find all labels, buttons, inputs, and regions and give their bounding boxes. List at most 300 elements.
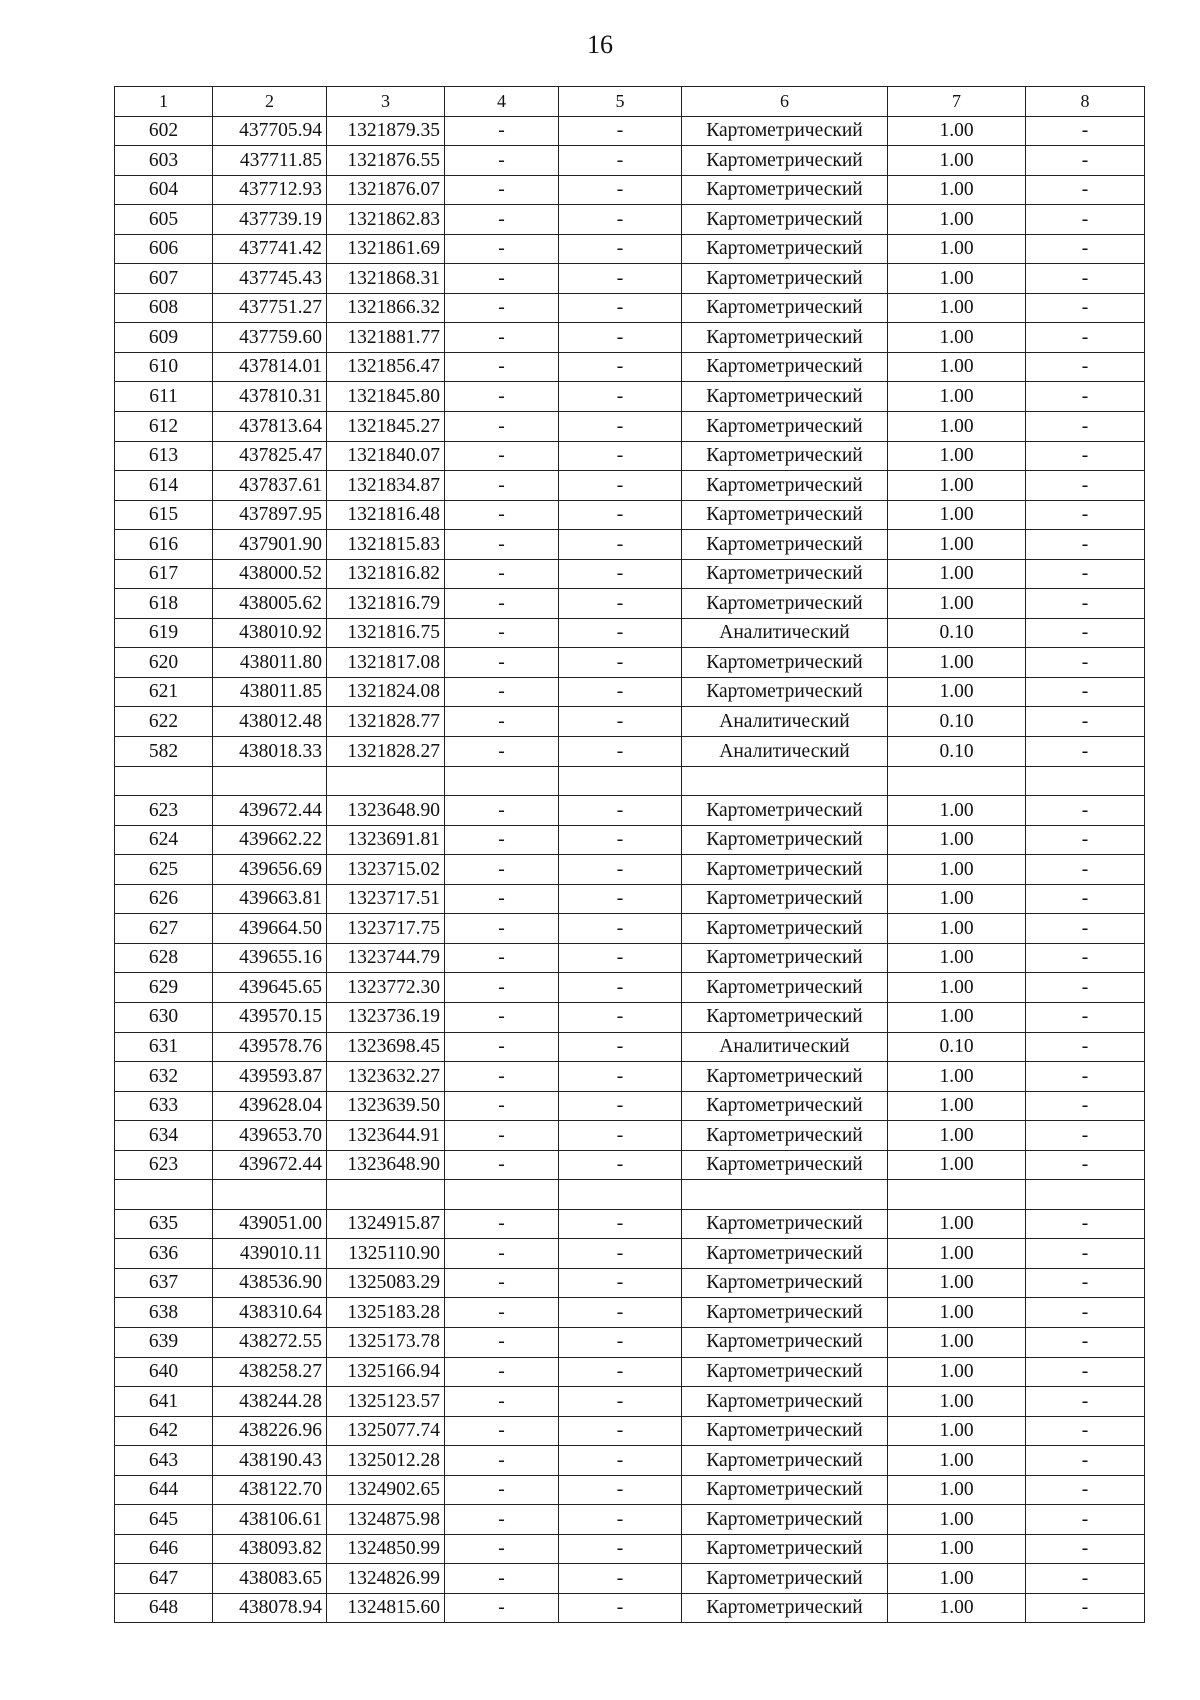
y-coordinate-cell: 1321816.79 — [327, 589, 445, 619]
point-number-cell: 635 — [115, 1209, 213, 1239]
column-5-cell: - — [559, 737, 682, 767]
y-coordinate-cell: 1321866.32 — [327, 293, 445, 323]
column-5-cell: - — [559, 234, 682, 264]
y-coordinate-cell: 1321824.08 — [327, 677, 445, 707]
column-8-cell: - — [1026, 1209, 1145, 1239]
method-cell: Картометрический — [682, 1475, 888, 1505]
point-number-cell: 625 — [115, 855, 213, 885]
point-number-cell: 620 — [115, 648, 213, 678]
table-row — [115, 1239, 1145, 1269]
point-number-cell: 640 — [115, 1357, 213, 1387]
column-4-cell: - — [445, 618, 559, 648]
column-8-cell: - — [1026, 884, 1145, 914]
table-row — [115, 1564, 1145, 1594]
column-8-cell: - — [1026, 796, 1145, 826]
y-coordinate-cell: 1321845.80 — [327, 382, 445, 412]
y-coordinate-cell: 1323648.90 — [327, 796, 445, 826]
table-row — [115, 559, 1145, 589]
column-4-cell: - — [445, 559, 559, 589]
column-5-cell: - — [559, 382, 682, 412]
column-8-cell: - — [1026, 1298, 1145, 1328]
y-coordinate-cell: 1321828.27 — [327, 737, 445, 767]
x-coordinate-cell: 439051.00 — [213, 1209, 327, 1239]
accuracy-cell: 1.00 — [888, 500, 1026, 530]
column-5-cell: - — [559, 559, 682, 589]
point-number-cell: 606 — [115, 234, 213, 264]
x-coordinate-cell: 439656.69 — [213, 855, 327, 885]
x-coordinate-cell: 437901.90 — [213, 530, 327, 560]
accuracy-cell: 1.00 — [888, 1505, 1026, 1535]
column-8-cell: - — [1026, 1357, 1145, 1387]
column-4-cell: - — [445, 1505, 559, 1535]
point-number-cell: 629 — [115, 973, 213, 1003]
x-coordinate-cell: 437897.95 — [213, 500, 327, 530]
point-number-cell: 647 — [115, 1564, 213, 1594]
x-coordinate-cell: 439578.76 — [213, 1032, 327, 1062]
y-coordinate-cell: 1323648.90 — [327, 1150, 445, 1180]
y-coordinate-cell: 1321876.55 — [327, 146, 445, 176]
y-coordinate-cell: 1321881.77 — [327, 323, 445, 353]
column-5-cell: - — [559, 1593, 682, 1623]
accuracy-cell: 1.00 — [888, 796, 1026, 826]
column-5-cell — [559, 766, 682, 796]
x-coordinate-cell: 437837.61 — [213, 471, 327, 501]
accuracy-cell: 1.00 — [888, 855, 1026, 885]
table-row — [115, 1298, 1145, 1328]
method-cell: Картометрический — [682, 825, 888, 855]
column-5-cell: - — [559, 175, 682, 205]
y-coordinate-cell: 1324850.99 — [327, 1534, 445, 1564]
x-coordinate-cell: 439672.44 — [213, 796, 327, 826]
method-cell: Аналитический — [682, 707, 888, 737]
method-cell: Картометрический — [682, 382, 888, 412]
x-coordinate-cell: 439653.70 — [213, 1121, 327, 1151]
method-cell: Аналитический — [682, 737, 888, 767]
method-cell: Картометрический — [682, 1091, 888, 1121]
x-coordinate-cell: 438093.82 — [213, 1534, 327, 1564]
column-5-cell: - — [559, 677, 682, 707]
y-coordinate-cell — [327, 1180, 445, 1210]
column-4-cell — [445, 1180, 559, 1210]
accuracy-cell: 1.00 — [888, 146, 1026, 176]
column-4-cell: - — [445, 707, 559, 737]
point-number-cell: 639 — [115, 1327, 213, 1357]
method-cell: Картометрический — [682, 264, 888, 294]
point-number-cell — [115, 766, 213, 796]
method-cell: Картометрический — [682, 1150, 888, 1180]
point-number-cell — [115, 1180, 213, 1210]
column-8-cell: - — [1026, 500, 1145, 530]
method-cell: Картометрический — [682, 441, 888, 471]
y-coordinate-cell: 1325077.74 — [327, 1416, 445, 1446]
column-4-cell — [445, 766, 559, 796]
y-coordinate-cell: 1325110.90 — [327, 1239, 445, 1269]
x-coordinate-cell: 438005.62 — [213, 589, 327, 619]
column-5-cell: - — [559, 530, 682, 560]
column-8-cell: - — [1026, 855, 1145, 885]
table-row — [115, 1446, 1145, 1476]
x-coordinate-cell: 437813.64 — [213, 412, 327, 442]
column-5-cell: - — [559, 264, 682, 294]
y-coordinate-cell: 1323772.30 — [327, 973, 445, 1003]
accuracy-cell: 1.00 — [888, 1357, 1026, 1387]
column-5-cell: - — [559, 618, 682, 648]
coordinates-table — [114, 86, 1145, 1623]
column-8-cell: - — [1026, 146, 1145, 176]
column-5-cell: - — [559, 1505, 682, 1535]
column-8-cell: - — [1026, 471, 1145, 501]
accuracy-cell: 1.00 — [888, 234, 1026, 264]
column-5-cell: - — [559, 441, 682, 471]
column-8-cell: - — [1026, 1534, 1145, 1564]
x-coordinate-cell: 439655.16 — [213, 943, 327, 973]
point-number-cell: 641 — [115, 1387, 213, 1417]
y-coordinate-cell: 1323715.02 — [327, 855, 445, 885]
point-number-cell: 622 — [115, 707, 213, 737]
x-coordinate-cell: 437751.27 — [213, 293, 327, 323]
y-coordinate-cell: 1323717.75 — [327, 914, 445, 944]
y-coordinate-cell: 1324902.65 — [327, 1475, 445, 1505]
column-4-cell: - — [445, 943, 559, 973]
x-coordinate-cell: 439664.50 — [213, 914, 327, 944]
column-4-cell: - — [445, 1593, 559, 1623]
column-header-1: 1 — [115, 87, 213, 117]
column-5-cell: - — [559, 1239, 682, 1269]
x-coordinate-cell: 439010.11 — [213, 1239, 327, 1269]
point-number-cell: 603 — [115, 146, 213, 176]
method-cell: Картометрический — [682, 1062, 888, 1092]
column-4-cell: - — [445, 1002, 559, 1032]
point-number-cell: 636 — [115, 1239, 213, 1269]
point-number-cell: 616 — [115, 530, 213, 560]
method-cell: Картометрический — [682, 1268, 888, 1298]
column-4-cell: - — [445, 1357, 559, 1387]
column-5-cell: - — [559, 855, 682, 885]
column-8-cell: - — [1026, 1564, 1145, 1594]
method-cell: Картометрический — [682, 323, 888, 353]
table-row — [115, 205, 1145, 235]
y-coordinate-cell: 1321834.87 — [327, 471, 445, 501]
point-number-cell: 618 — [115, 589, 213, 619]
y-coordinate-cell: 1321868.31 — [327, 264, 445, 294]
accuracy-cell: 1.00 — [888, 1298, 1026, 1328]
accuracy-cell: 1.00 — [888, 1327, 1026, 1357]
table-row — [115, 323, 1145, 353]
column-header-4: 4 — [445, 87, 559, 117]
y-coordinate-cell: 1321845.27 — [327, 412, 445, 442]
column-header-8: 8 — [1026, 87, 1145, 117]
column-8-cell: - — [1026, 1416, 1145, 1446]
column-8-cell: - — [1026, 973, 1145, 1003]
accuracy-cell: 1.00 — [888, 1387, 1026, 1417]
x-coordinate-cell: 437825.47 — [213, 441, 327, 471]
method-cell: Картометрический — [682, 1505, 888, 1535]
y-coordinate-cell: 1325173.78 — [327, 1327, 445, 1357]
y-coordinate-cell: 1325183.28 — [327, 1298, 445, 1328]
table-row — [115, 648, 1145, 678]
column-8-cell: - — [1026, 707, 1145, 737]
column-8-cell: - — [1026, 116, 1145, 146]
y-coordinate-cell: 1323691.81 — [327, 825, 445, 855]
table-row — [115, 825, 1145, 855]
x-coordinate-cell: 439663.81 — [213, 884, 327, 914]
accuracy-cell: 1.00 — [888, 382, 1026, 412]
y-coordinate-cell: 1321862.83 — [327, 205, 445, 235]
column-8-cell: - — [1026, 1268, 1145, 1298]
column-5-cell: - — [559, 1121, 682, 1151]
point-number-cell: 608 — [115, 293, 213, 323]
point-number-cell: 623 — [115, 796, 213, 826]
column-5-cell: - — [559, 648, 682, 678]
point-number-cell: 612 — [115, 412, 213, 442]
point-number-cell: 648 — [115, 1593, 213, 1623]
x-coordinate-cell: 437705.94 — [213, 116, 327, 146]
y-coordinate-cell: 1321861.69 — [327, 234, 445, 264]
column-4-cell: - — [445, 1298, 559, 1328]
method-cell: Картометрический — [682, 1593, 888, 1623]
column-4-cell: - — [445, 471, 559, 501]
column-8-cell: - — [1026, 293, 1145, 323]
method-cell: Картометрический — [682, 914, 888, 944]
table-row — [115, 234, 1145, 264]
column-5-cell: - — [559, 205, 682, 235]
column-8-cell: - — [1026, 234, 1145, 264]
point-number-cell: 643 — [115, 1446, 213, 1476]
column-4-cell: - — [445, 973, 559, 1003]
table-row — [115, 618, 1145, 648]
point-number-cell: 614 — [115, 471, 213, 501]
column-5-cell: - — [559, 1416, 682, 1446]
accuracy-cell: 1.00 — [888, 825, 1026, 855]
y-coordinate-cell: 1321856.47 — [327, 352, 445, 382]
point-number-cell: 630 — [115, 1002, 213, 1032]
accuracy-cell: 1.00 — [888, 1209, 1026, 1239]
column-8-cell: - — [1026, 323, 1145, 353]
accuracy-cell: 1.00 — [888, 677, 1026, 707]
accuracy-cell: 1.00 — [888, 412, 1026, 442]
table-row — [115, 352, 1145, 382]
x-coordinate-cell: 437759.60 — [213, 323, 327, 353]
y-coordinate-cell: 1323736.19 — [327, 1002, 445, 1032]
column-4-cell: - — [445, 825, 559, 855]
accuracy-cell — [888, 1180, 1026, 1210]
column-4-cell: - — [445, 796, 559, 826]
method-cell: Картометрический — [682, 648, 888, 678]
table-row — [115, 1357, 1145, 1387]
table-row — [115, 737, 1145, 767]
y-coordinate-cell: 1321879.35 — [327, 116, 445, 146]
point-number-cell: 621 — [115, 677, 213, 707]
column-5-cell: - — [559, 352, 682, 382]
column-5-cell: - — [559, 589, 682, 619]
column-8-cell: - — [1026, 441, 1145, 471]
table-row — [115, 943, 1145, 973]
y-coordinate-cell: 1323644.91 — [327, 1121, 445, 1151]
column-4-cell: - — [445, 264, 559, 294]
table-row — [115, 500, 1145, 530]
table-row — [115, 1475, 1145, 1505]
table-row — [115, 1150, 1145, 1180]
column-8-cell: - — [1026, 1002, 1145, 1032]
column-header-2: 2 — [213, 87, 327, 117]
column-8-cell: - — [1026, 825, 1145, 855]
table-row — [115, 973, 1145, 1003]
x-coordinate-cell: 437814.01 — [213, 352, 327, 382]
column-8-cell: - — [1026, 914, 1145, 944]
column-4-cell: - — [445, 589, 559, 619]
accuracy-cell: 1.00 — [888, 116, 1026, 146]
table-row — [115, 175, 1145, 205]
x-coordinate-cell — [213, 1180, 327, 1210]
table-row — [115, 530, 1145, 560]
accuracy-cell: 1.00 — [888, 1121, 1026, 1151]
point-number-cell: 615 — [115, 500, 213, 530]
table-body — [115, 116, 1145, 1623]
column-8-cell: - — [1026, 677, 1145, 707]
method-cell: Картометрический — [682, 1387, 888, 1417]
column-4-cell: - — [445, 737, 559, 767]
y-coordinate-cell: 1325123.57 — [327, 1387, 445, 1417]
method-cell: Аналитический — [682, 618, 888, 648]
table-row — [115, 441, 1145, 471]
column-5-cell: - — [559, 1534, 682, 1564]
column-4-cell: - — [445, 884, 559, 914]
method-cell: Картометрический — [682, 146, 888, 176]
column-8-cell: - — [1026, 559, 1145, 589]
column-5-cell: - — [559, 1150, 682, 1180]
x-coordinate-cell: 437810.31 — [213, 382, 327, 412]
accuracy-cell: 1.00 — [888, 264, 1026, 294]
table-row — [115, 1268, 1145, 1298]
accuracy-cell: 1.00 — [888, 471, 1026, 501]
column-5-cell: - — [559, 1475, 682, 1505]
y-coordinate-cell: 1323744.79 — [327, 943, 445, 973]
point-number-cell: 627 — [115, 914, 213, 944]
column-5-cell: - — [559, 500, 682, 530]
method-cell — [682, 1180, 888, 1210]
method-cell: Картометрический — [682, 589, 888, 619]
table-row — [115, 796, 1145, 826]
column-4-cell: - — [445, 146, 559, 176]
x-coordinate-cell: 438018.33 — [213, 737, 327, 767]
column-8-cell: - — [1026, 1505, 1145, 1535]
method-cell: Картометрический — [682, 293, 888, 323]
table-row — [115, 1416, 1145, 1446]
accuracy-cell: 1.00 — [888, 1091, 1026, 1121]
column-5-cell: - — [559, 1091, 682, 1121]
accuracy-cell: 1.00 — [888, 530, 1026, 560]
y-coordinate-cell: 1321816.75 — [327, 618, 445, 648]
method-cell: Картометрический — [682, 943, 888, 973]
point-number-cell: 604 — [115, 175, 213, 205]
column-5-cell: - — [559, 1564, 682, 1594]
column-8-cell: - — [1026, 943, 1145, 973]
column-5-cell — [559, 1180, 682, 1210]
column-4-cell: - — [445, 1564, 559, 1594]
y-coordinate-cell: 1323639.50 — [327, 1091, 445, 1121]
x-coordinate-cell: 438258.27 — [213, 1357, 327, 1387]
method-cell: Картометрический — [682, 1534, 888, 1564]
table-row — [115, 1062, 1145, 1092]
accuracy-cell: 0.10 — [888, 1032, 1026, 1062]
table-header-row — [115, 87, 1145, 117]
column-4-cell: - — [445, 293, 559, 323]
accuracy-cell: 1.00 — [888, 1564, 1026, 1594]
x-coordinate-cell: 437739.19 — [213, 205, 327, 235]
accuracy-cell: 1.00 — [888, 559, 1026, 589]
x-coordinate-cell: 438012.48 — [213, 707, 327, 737]
y-coordinate-cell: 1325083.29 — [327, 1268, 445, 1298]
y-coordinate-cell: 1323632.27 — [327, 1062, 445, 1092]
x-coordinate-cell: 438190.43 — [213, 1446, 327, 1476]
point-number-cell: 628 — [115, 943, 213, 973]
x-coordinate-cell: 438083.65 — [213, 1564, 327, 1594]
column-5-cell: - — [559, 1002, 682, 1032]
method-cell: Картометрический — [682, 677, 888, 707]
point-number-cell: 645 — [115, 1505, 213, 1535]
x-coordinate-cell: 438010.92 — [213, 618, 327, 648]
method-cell: Картометрический — [682, 1298, 888, 1328]
column-5-cell: - — [559, 1209, 682, 1239]
column-8-cell: - — [1026, 175, 1145, 205]
method-cell: Картометрический — [682, 530, 888, 560]
column-5-cell: - — [559, 796, 682, 826]
x-coordinate-cell: 438226.96 — [213, 1416, 327, 1446]
accuracy-cell: 1.00 — [888, 1150, 1026, 1180]
column-8-cell: - — [1026, 1387, 1145, 1417]
column-5-cell: - — [559, 1387, 682, 1417]
table-row — [115, 855, 1145, 885]
column-5-cell: - — [559, 471, 682, 501]
point-number-cell: 582 — [115, 737, 213, 767]
method-cell: Картометрический — [682, 412, 888, 442]
x-coordinate-cell: 439645.65 — [213, 973, 327, 1003]
x-coordinate-cell: 439593.87 — [213, 1062, 327, 1092]
y-coordinate-cell: 1323717.51 — [327, 884, 445, 914]
table-row — [115, 1387, 1145, 1417]
accuracy-cell: 1.00 — [888, 323, 1026, 353]
method-cell: Картометрический — [682, 1239, 888, 1269]
point-number-cell: 611 — [115, 382, 213, 412]
x-coordinate-cell: 438310.64 — [213, 1298, 327, 1328]
column-8-cell: - — [1026, 1475, 1145, 1505]
accuracy-cell: 1.00 — [888, 914, 1026, 944]
accuracy-cell: 1.00 — [888, 973, 1026, 1003]
accuracy-cell: 1.00 — [888, 1268, 1026, 1298]
column-5-cell: - — [559, 146, 682, 176]
y-coordinate-cell: 1325012.28 — [327, 1446, 445, 1476]
table-row — [115, 1180, 1145, 1210]
y-coordinate-cell: 1321817.08 — [327, 648, 445, 678]
point-number-cell: 626 — [115, 884, 213, 914]
x-coordinate-cell: 439662.22 — [213, 825, 327, 855]
table-row — [115, 1209, 1145, 1239]
method-cell: Картометрический — [682, 1357, 888, 1387]
column-4-cell: - — [445, 1475, 559, 1505]
point-number-cell: 609 — [115, 323, 213, 353]
x-coordinate-cell — [213, 766, 327, 796]
column-header-7: 7 — [888, 87, 1026, 117]
column-8-cell: - — [1026, 1239, 1145, 1269]
x-coordinate-cell: 438078.94 — [213, 1593, 327, 1623]
method-cell: Картометрический — [682, 884, 888, 914]
table-row — [115, 382, 1145, 412]
x-coordinate-cell: 438011.85 — [213, 677, 327, 707]
column-8-cell: - — [1026, 1032, 1145, 1062]
table-row — [115, 589, 1145, 619]
column-8-cell: - — [1026, 205, 1145, 235]
table-row — [115, 412, 1145, 442]
